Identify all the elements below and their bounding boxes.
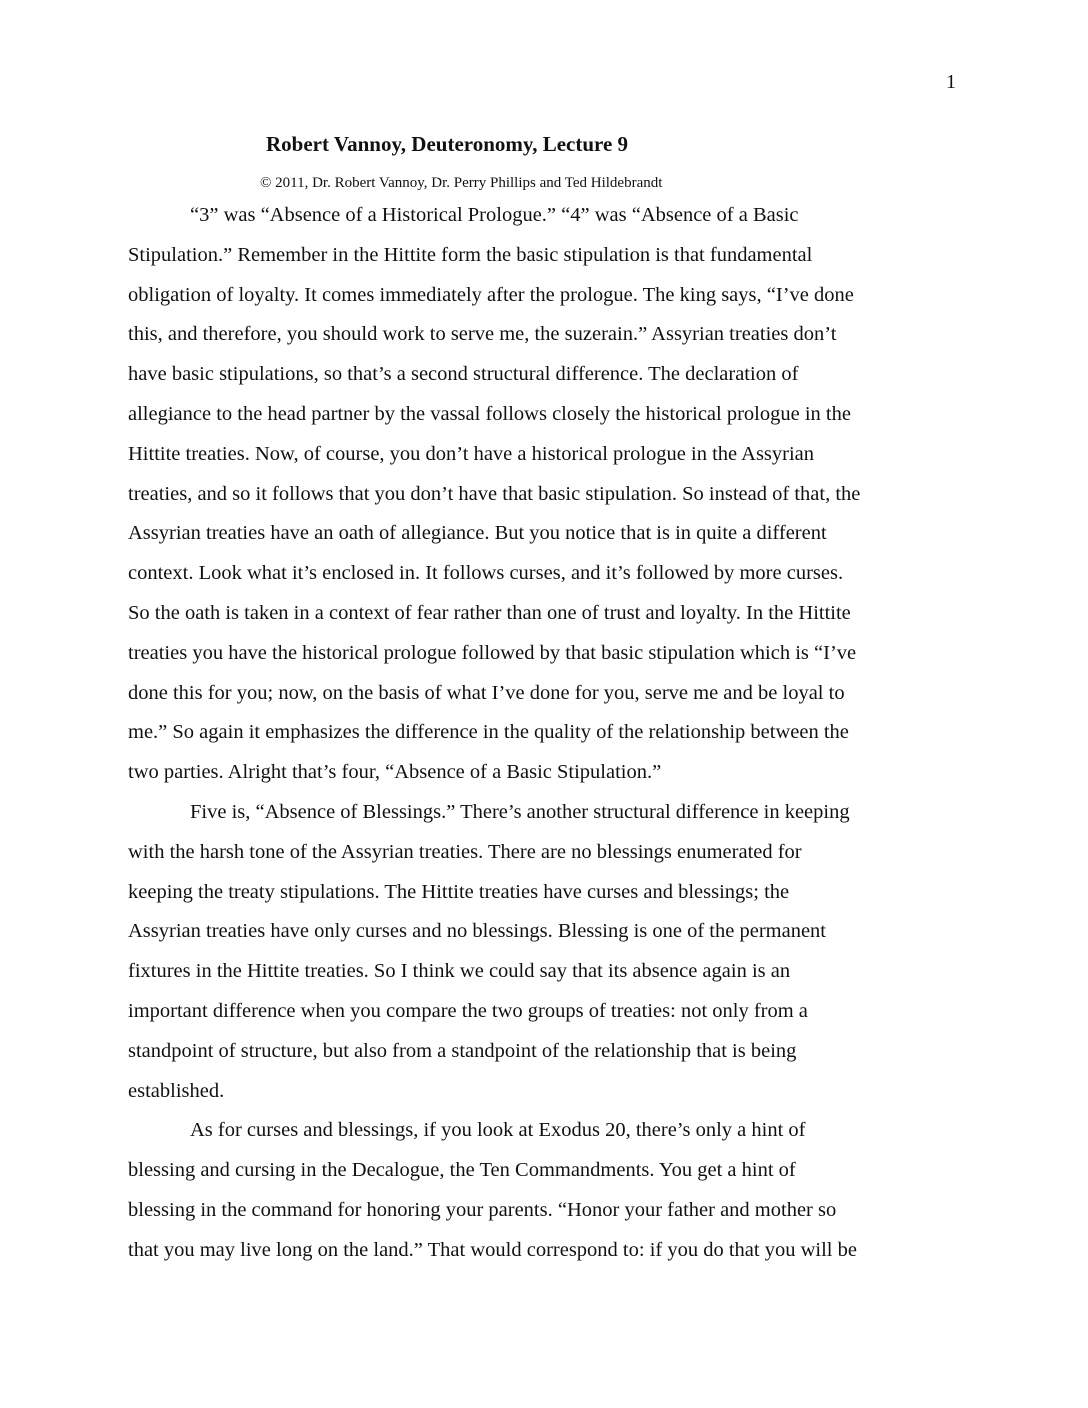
body-line: obligation of loyalty. It comes immediately after the prologue. The king says, “I’ve done	[128, 283, 854, 306]
body-text	[128, 196, 962, 1271]
body-line: Hittite treaties. Now, of course, you don’t have a historical prologue in the Assyrian	[128, 442, 815, 465]
body-line: this, and therefore, you should work to serve me, the suzerain.” Assyrian treaties don’t	[128, 323, 837, 346]
lecture-title: Robert Vannoy, Deuteronomy, Lecture 9	[266, 132, 629, 156]
body-line: have basic stipulations, so that’s a second structural difference. The declaration of	[128, 363, 799, 386]
body-line: done this for you; now, on the basis of what I’ve done for you, serve me and be loyal to	[128, 681, 845, 704]
body-line: that you may live long on the land.” That would correspond to: if you do that you will be	[128, 1238, 857, 1261]
body-line: treaties, and so it follows that you don’t have that basic stipulation. So instead of that, the	[128, 482, 861, 505]
body-line: me.” So again it emphasizes the difference in the quality of the relationship between the	[128, 721, 849, 744]
body-line: fixtures in the Hittite treaties. So I think we could say that its absence again is an	[128, 960, 791, 983]
body-line: Assyrian treaties have only curses and no blessings. Blessing is one of the permanent	[128, 920, 826, 943]
body-line: Stipulation.” Remember in the Hittite form the basic stipulation is that fundamental	[128, 243, 813, 266]
body-line: context. Look what it’s enclosed in. It follows curses, and it’s followed by more curses.	[128, 562, 844, 585]
page-number: 1	[946, 71, 956, 93]
body-line: blessing and cursing in the Decalogue, the Ten Commandments. You get a hint of	[128, 1159, 796, 1182]
body-line: “3” was “Absence of a Historical Prologue.” “4” was “Absence of a Basic	[190, 204, 799, 226]
body-line: standpoint of structure, but also from a standpoint of the relationship that is being	[128, 1039, 797, 1062]
body-line: two parties. Alright that’s four, “Absence of a Basic Stipulation.”	[128, 761, 662, 784]
body-line: As for curses and blessings, if you look at Exodus 20, there’s only a hint of	[190, 1119, 806, 1142]
body-line: So the oath is taken in a context of fear rather than one of trust and loyalty. In the Hittite	[128, 601, 851, 624]
body-line: blessing in the command for honoring your parents. “Honor your father and mother so	[128, 1198, 837, 1221]
body-line: keeping the treaty stipulations. The Hittite treaties have curses and blessings; the	[128, 880, 790, 903]
copyright-line: © 2011, Dr. Robert Vannoy, Dr. Perry Phillips and Ted Hildebrandt	[260, 175, 663, 191]
body-line: allegiance to the head partner by the vassal follows closely the historical prologue in the	[128, 402, 851, 425]
body-line: established.	[128, 1079, 225, 1102]
body-line: treaties you have the historical prologue followed by that basic stipulation which is “I’ve	[128, 641, 857, 664]
body-line: with the harsh tone of the Assyrian treaties. There are no blessings enumerated for	[128, 840, 802, 863]
body-line: Five is, “Absence of Blessings.” There’s another structural difference in keeping	[190, 800, 850, 823]
body-line: important difference when you compare the two groups of treaties: not only from a	[128, 999, 808, 1022]
body-line: Assyrian treaties have an oath of allegiance. But you notice that is in quite a different	[128, 522, 827, 545]
